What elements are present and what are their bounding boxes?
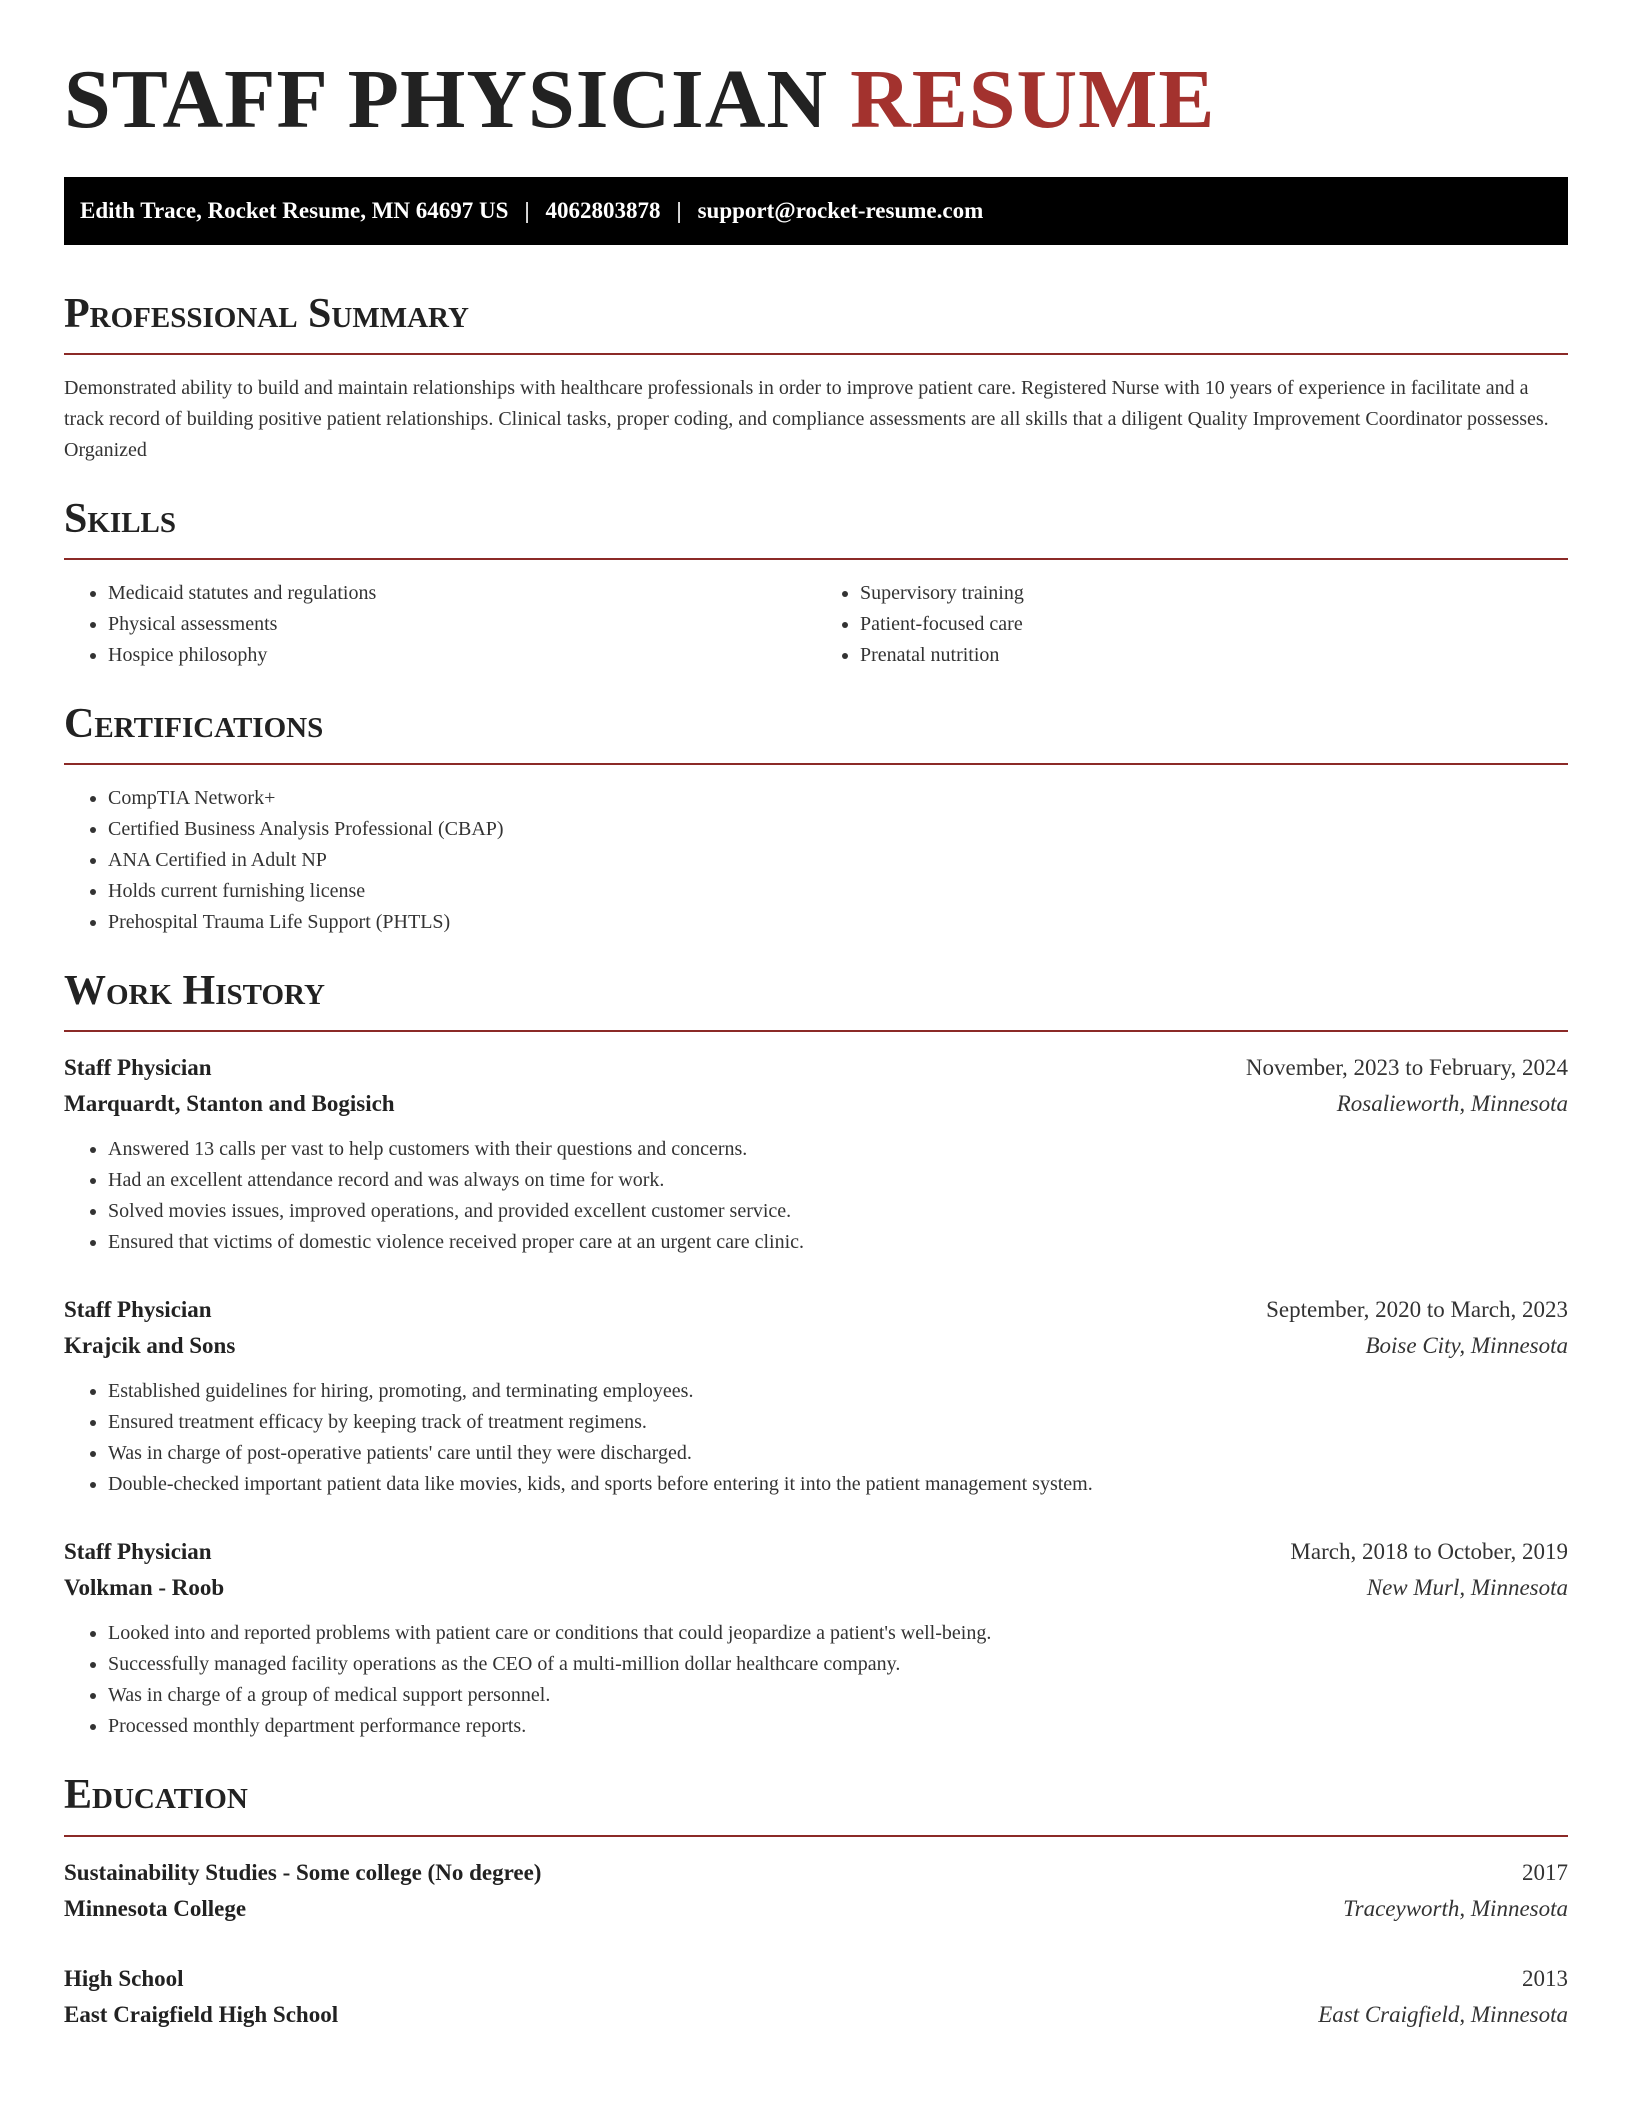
- skill-item: • Patient-focused care: [860, 609, 1568, 640]
- job-duty: • Processed monthly department performance reports.: [108, 1711, 1568, 1742]
- job-entry: [64, 1292, 1568, 1500]
- job-duty: • Solved movies issues, improved operations, and provided excellent customer service.: [108, 1196, 1568, 1227]
- education-school-row: [64, 1891, 1568, 1927]
- job-duty: • Ensured that victims of domestic violence received proper care at an urgent care clinic.: [108, 1227, 1568, 1258]
- job-duties: [64, 1618, 1568, 1742]
- certification-item: • CompTIA Network+: [108, 783, 1568, 814]
- job-duty: • Established guidelines for hiring, promoting, and terminating employees.: [108, 1376, 1568, 1407]
- certifications-list: [64, 783, 1568, 938]
- job-duty: • Successfully managed facility operations as the CEO of a multi-million dollar healthcare company.: [108, 1649, 1568, 1680]
- education-degree-row: [64, 1855, 1568, 1891]
- job-duties: [64, 1134, 1568, 1258]
- skill-item: • Medicaid statutes and regulations: [108, 578, 816, 609]
- job-entry: [64, 1534, 1568, 1742]
- certifications-section: [64, 701, 1568, 938]
- job-company: Volkman - Roob: [64, 1575, 225, 1601]
- section-divider: [64, 763, 1568, 765]
- education-degree-row: [64, 1961, 1568, 1997]
- job-dates: March, 2018 to October, 2019: [1290, 1539, 1568, 1565]
- education-school: Minnesota College: [64, 1895, 247, 1921]
- skill-item: • Supervisory training: [860, 578, 1568, 609]
- skill-item: • Hospice philosophy: [108, 640, 816, 671]
- education-entry: [64, 1855, 1568, 1927]
- section-heading: Skills: [64, 495, 177, 542]
- job-title: Staff Physician: [64, 1055, 212, 1081]
- job-duty: • Was in charge of post-operative patients' care until they were discharged.: [108, 1438, 1568, 1469]
- job-duty: • Was in charge of a group of medical support personnel.: [108, 1680, 1568, 1711]
- resume-title: [64, 52, 1568, 149]
- education-location: Traceyworth, Minnesota: [1343, 1895, 1568, 1921]
- section-heading: Certifications: [64, 700, 324, 747]
- skill-item: • Physical assessments: [108, 609, 816, 640]
- contact-address: Edith Trace, Rocket Resume, MN 64697 US: [80, 197, 509, 223]
- education-degree: High School: [64, 1965, 184, 1991]
- job-title: Staff Physician: [64, 1297, 212, 1323]
- section-heading: Education: [64, 1772, 248, 1819]
- education-entry: [64, 1961, 1568, 2033]
- section-divider: [64, 353, 1568, 355]
- job-duty: • Looked into and reported problems with patient care or conditions that could jeopardize a patient's well-being.: [108, 1618, 1568, 1649]
- job-duty: • Double-checked important patient data like movies, kids, and sports before entering it into the patient management system.: [108, 1469, 1568, 1500]
- skills-section: [64, 496, 1568, 671]
- job-dates: September, 2020 to March, 2023: [1266, 1297, 1568, 1323]
- skill-item: • Prenatal nutrition: [860, 640, 1568, 671]
- education-section: [64, 1772, 1568, 2032]
- certification-item: • Holds current furnishing license: [108, 876, 1568, 907]
- education-degree: Sustainability Studies - Some college (No degree): [64, 1859, 542, 1885]
- summary-text: Demonstrated ability to build and maintain relationships with healthcare professionals in order to improve patient care. Registered Nurse with 10 years of experience in facilitate and a track record of building positive patient relationships. Clinical tasks, proper coding, and compliance assessments are all skills that a diligent Quality Improvement Coordinator possesses. Organized: [64, 376, 1549, 461]
- section-divider: [64, 1835, 1568, 1837]
- job-company: Krajcik and Sons: [64, 1333, 236, 1359]
- job-location: Rosalieworth, Minnesota: [1336, 1091, 1568, 1117]
- job-duty: • Had an excellent attendance record and was always on time for work.: [108, 1165, 1568, 1196]
- section-divider: [64, 558, 1568, 560]
- job-title: Staff Physician: [64, 1539, 212, 1565]
- section-heading: Professional Summary: [64, 290, 469, 337]
- skills-list-left: [64, 578, 816, 671]
- job-header-row: [64, 1050, 1568, 1086]
- job-location: Boise City, Minnesota: [1365, 1333, 1568, 1359]
- summary-section: [64, 291, 1568, 466]
- certification-item: • Certified Business Analysis Professional (CBAP): [108, 814, 1568, 845]
- education-school: East Craigfield High School: [64, 2001, 339, 2027]
- section-heading: Work History: [64, 968, 325, 1015]
- contact-email: support@rocket-resume.com: [697, 197, 984, 223]
- job-duties: [64, 1376, 1568, 1500]
- contact-phone: 4062803878: [545, 197, 661, 223]
- job-header-row: [64, 1292, 1568, 1328]
- job-company: Marquardt, Stanton and Bogisich: [64, 1091, 395, 1117]
- section-divider: [64, 1030, 1568, 1032]
- job-duty: • Answered 13 calls per vast to help customers with their questions and concerns.: [108, 1134, 1568, 1165]
- job-duty: • Ensured treatment efficacy by keeping track of treatment regimens.: [108, 1407, 1568, 1438]
- contact-separator: |: [524, 197, 530, 223]
- contact-separator: |: [676, 197, 682, 223]
- certification-item: • Prehospital Trauma Life Support (PHTLS): [108, 907, 1568, 938]
- education-year: 2017: [1522, 1859, 1568, 1885]
- job-entry: [64, 1050, 1568, 1258]
- education-school-row: [64, 1997, 1568, 2033]
- education-year: 2013: [1522, 1965, 1568, 1991]
- title-main: STAFF PHYSICIAN: [64, 53, 829, 146]
- work-history-section: [64, 968, 1568, 1742]
- skills-list-right: [816, 578, 1568, 671]
- job-company-row: [64, 1086, 1568, 1122]
- title-accent: RESUME: [850, 53, 1216, 146]
- skills-grid: [64, 578, 1568, 671]
- job-company-row: [64, 1328, 1568, 1364]
- job-company-row: [64, 1570, 1568, 1606]
- certification-item: • ANA Certified in Adult NP: [108, 845, 1568, 876]
- job-dates: November, 2023 to February, 2024: [1245, 1055, 1568, 1081]
- contact-bar: [64, 177, 1568, 245]
- education-location: East Craigfield, Minnesota: [1318, 2001, 1568, 2027]
- job-location: New Murl, Minnesota: [1366, 1575, 1568, 1601]
- job-header-row: [64, 1534, 1568, 1570]
